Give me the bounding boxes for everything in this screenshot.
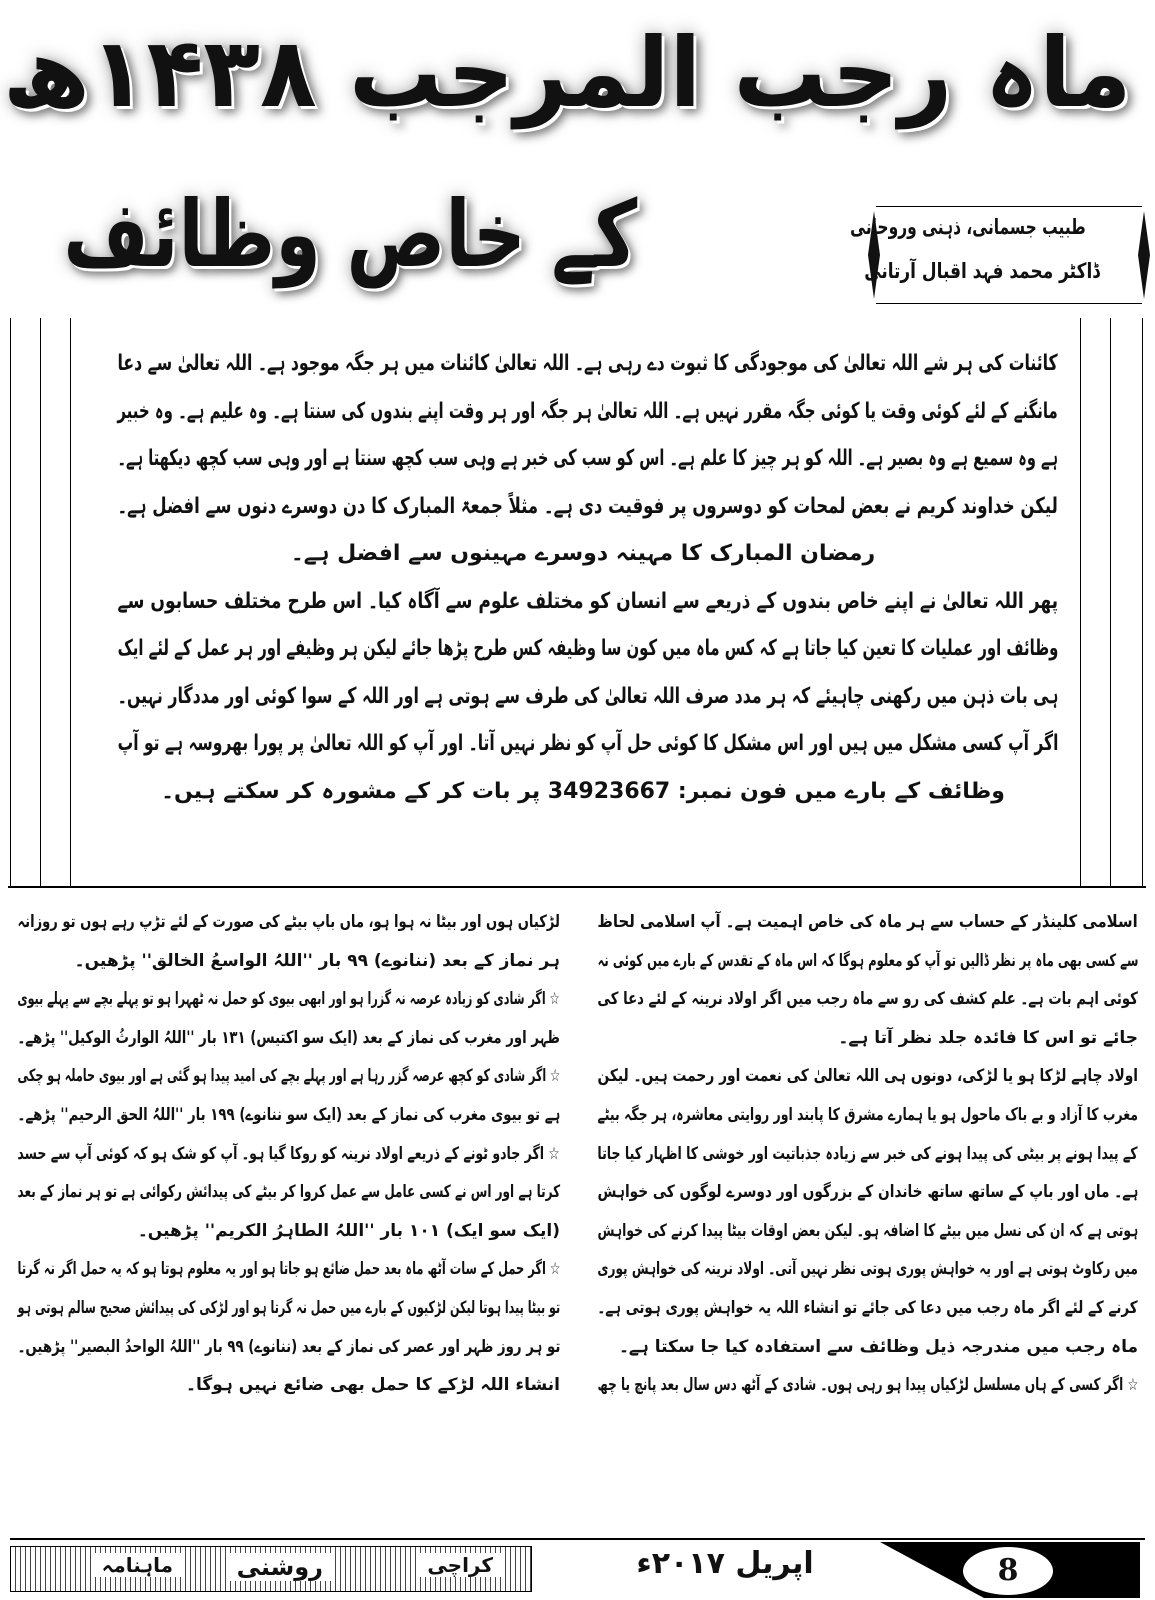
text-line-content: مغرب کا آزاد و بے باک ماحول ہو یا ہمارے مشرق کا پابند اور روایتی معاشرہ، ہر جگہ بیٹے [597, 1104, 1138, 1125]
page-footer [0, 1538, 1155, 1600]
text-line-content: کے پیدا ہونے پر بیٹی کی پیدا ہونے کی خبر سے زیادہ جذباتیت اور خوشی کا اظہار کیا جاتا [597, 1143, 1138, 1164]
text-line-content: ہی بات ذہن میں رکھنی چاہیئے کہ ہر مدد صرف اللہ تعالیٰ کی طرف سے ہوتی ہے اور اللہ کے سوا کوئی اور مددگار نہیں۔ [117, 683, 1058, 709]
text-line-content: سے کسی بھی ماہ پر نظر ڈالیں تو آپ کو معلوم ہوگا کہ اس ماہ کے تقدس کے بارے میں کوئی نہ [597, 950, 1138, 971]
masthead-name: روشنی [229, 1553, 331, 1581]
masthead-prefix: ماہنامہ [94, 1553, 181, 1577]
text-line-content: اولاد چاہے لڑکا ہو یا لڑکی، دونوں ہی اللہ تعالیٰ کی نعمت اور رحمت ہیں۔ لیکن [597, 1066, 1138, 1087]
text-line-content: لڑکیاں ہوں اور بیٹا نہ ہوا ہو، ماں باپ بیٹے کی صورت کے لئے تڑپ رہے ہوں تو روزانہ [17, 912, 560, 932]
divider [1080, 318, 1081, 886]
issue-date-text: اپریل ۲۰۱۷ء [636, 1546, 814, 1581]
text-line [592, 1135, 1138, 1174]
text-line-content: رمضان المبارک کا مہینہ دوسرے مہینوں سے افضل ہے۔ [290, 541, 876, 566]
text-line-content: تو ہر روز ظہر اور عصر کی نماز کے بعد (ننانوے) ۹۹ بار ''اللہُ الواحدُ البصیر'' پڑھیں۔ [17, 1336, 560, 1357]
diamond-ornament-icon [1138, 211, 1150, 299]
text-line-content: ☆ اگر شادی کو زیادہ عرصہ نہ گزرا ہو اور ابھی بیوی کو حمل نہ ٹھہرا ہو تو پہلے بچے سے پہلے بیوی [17, 989, 560, 1010]
text-line-content: (ایک سو ایک) ۱۰۱ بار ''اللہُ الطاہرُ الکریم'' پڑھیں۔ [137, 1220, 560, 1241]
text-line-content: ماہ رجب میں مندرجہ ذیل وظائف سے استفادہ کیا جا سکتا ہے۔ [618, 1336, 1138, 1357]
text-line [108, 720, 1058, 768]
text-line [108, 435, 1058, 483]
text-line [592, 1366, 1138, 1405]
text-line-content: لیکن خداوند کریم نے بعض لمحات کو دوسروں پر فوقیت دی ہے۔ مثلاً جمعۃ المبارک کا دن دوسرے دنوں سے افضل ہے۔ [117, 493, 1058, 519]
text-line [108, 578, 1058, 626]
text-line-content: وظائف اور عملیات کا تعین کیا جاتا ہے کہ کس ماہ میں کون سا وظیفہ کس طرح پڑھا جائے لیکن ہر وظیفے اور ہر عمل کے لئے ایک [117, 636, 1058, 661]
text-line [12, 1173, 560, 1212]
text-line [12, 1096, 560, 1135]
page-title-line-1-text: ماہ رجب المرجب ۱۴۳۸ھ [2, 17, 1132, 129]
text-line [12, 980, 560, 1019]
text-line-content: میں رکاوٹ ہوتی ہے اور یہ خواہش پوری ہوتی نظر نہیں آتی۔ اولاد نرینہ کی خواہش پوری [597, 1259, 1138, 1280]
text-line [592, 1212, 1138, 1251]
author-box [850, 206, 1142, 304]
text-line [12, 1289, 560, 1328]
text-line-content: ہوتی ہے کہ ان کی نسل میں بیٹے کا اضافہ ہو۔ لیکن بعض اوقات بیٹا پیدا کرنے کی خواہش [597, 1220, 1138, 1241]
text-line-content: ☆ اگر کسی کے ہاں مسلسل لڑکیاں پیدا ہو رہی ہوں۔ شادی کے آٹھ دس سال بعد پانچ یا چھ [597, 1375, 1138, 1396]
page-number: 8 [960, 1544, 1056, 1598]
text-line-content: ہے تو بیوی مغرب کی نماز کے بعد (ایک سو ننانوے) ۱۹۹ بار ''اللہُ الحق الرحیم'' پڑھے۔ [17, 1104, 560, 1125]
divider [1110, 318, 1111, 886]
text-line-content: ظہر اور مغرب کی نماز کے بعد (ایک سو اکتیس) ۱۳۱ بار ''اللہُ الوارثُ الوکیل'' پڑھے۔ [17, 1027, 560, 1048]
intro-paragraph [108, 340, 1058, 815]
divider [1142, 318, 1143, 886]
text-line-content: پھر اللہ تعالیٰ نے اپنے خاص بندوں کے ذریعے سے انسان کو مختلف علوم سے آگاہ کیا۔ اس طرح مختلف حسابوں سے [117, 588, 1058, 614]
magazine-masthead [10, 1546, 532, 1592]
text-line [12, 1366, 560, 1405]
text-line-content: ☆ اگر حمل کے سات آٹھ ماہ بعد حمل ضائع ہو جاتا ہو اور یہ معلوم ہوتا ہو کہ یہ حمل اگر نہ گرتا [17, 1259, 560, 1280]
text-line [12, 1135, 560, 1174]
page-title-line-1 [2, 17, 1150, 129]
text-line-content: انشاء اللہ لڑکے کا حمل بھی ضائع نہیں ہوگا۔ [186, 1375, 560, 1396]
text-line [108, 340, 1058, 388]
article-column-right [592, 903, 1138, 1405]
text-line-content: جائے تو اس کا فائدہ جلد نظر آتا ہے۔ [838, 1027, 1138, 1048]
text-line [12, 1212, 560, 1251]
text-line [592, 1250, 1138, 1289]
text-line-content: کائنات کی ہر شے اللہ تعالیٰ کی موجودگی کا ثبوت دے رہی ہے۔ اللہ تعالیٰ کائنات میں ہر جگہ موجود ہے۔ اللہ تعالیٰ سے دعا [117, 351, 1058, 376]
text-line [592, 1289, 1138, 1328]
text-line [12, 1057, 560, 1096]
article-column-left [12, 903, 560, 1405]
page-title-line-2 [63, 170, 710, 300]
author-title-text: طبیب جسمانی، ذہنی وروحانی [850, 215, 1086, 239]
text-line [108, 530, 1058, 578]
page-title-line-2-text: کے خاص وظائف [63, 181, 638, 288]
text-line [108, 483, 1058, 531]
author-name [864, 259, 1128, 283]
text-line [592, 1173, 1138, 1212]
text-line [592, 1057, 1138, 1096]
text-line [108, 388, 1058, 436]
text-line [12, 903, 560, 942]
text-line [592, 1096, 1138, 1135]
text-line [592, 942, 1138, 981]
text-line [592, 1328, 1138, 1367]
author-name-text: ڈاکٹر محمد فہد اقبال آرتانی [864, 259, 1100, 283]
text-line [592, 903, 1138, 942]
text-line [12, 942, 560, 981]
text-line-content: تو بیٹا پیدا ہوتا لیکن لڑکیوں کے بارے میں حمل نہ گرتا ہو اور لڑکی کی پیدائش صحیح سالم ہوتی ہو [17, 1297, 560, 1318]
text-line-content: ☆ اگر جادو ٹونے کے ذریعے اولاد نرینہ کو روکا گیا ہو۔ آپ کو شک ہو کہ کوئی آپ سے حسد [17, 1143, 560, 1164]
text-line-content: کرتا ہے اور اس نے کسی عامل سے عمل کروا کر بیٹے کی پیدائش رکوائی ہے تو ہر نماز کے بعد [17, 1182, 560, 1203]
text-line [12, 1019, 560, 1058]
text-line-content: ہے۔ ماں اور باپ کے ساتھ ساتھ خاندان کے بزرگوں اور دوسرے لوگوں کی خواہش [597, 1182, 1138, 1203]
text-line [12, 1328, 560, 1367]
text-line [108, 625, 1058, 673]
text-line-content: کرنے کے لئے اگر ماہ رجب میں دعا کی جائے تو انشاء اللہ یہ خواہش پوری ہوتی ہے۔ [597, 1297, 1138, 1318]
text-line-content: ہے وہ سمیع ہے وہ بصیر ہے۔ اللہ کو ہر چیز کا علم ہے۔ اس کو سب کی خبر ہے وہی سب کچھ سنتا ہے اور وہی سب کچھ دیکھتا ہے۔ [117, 446, 1058, 471]
text-line [592, 1019, 1138, 1058]
text-line-content: ☆ اگر شادی کو کچھ عرصہ گزر رہا ہے اور پہلے بچے کی امید پیدا ہو گئی ہے اور بیوی حاملہ ہو چکی [17, 1066, 560, 1087]
issue-date [600, 1546, 850, 1581]
text-line-content: مانگنے کے لئے کوئی وقت یا کوئی جگہ مقرر نہیں ہے۔ اللہ تعالیٰ ہر جگہ اور ہر وقت اپنے بندوں کی سنتا ہے۔ وہ علیم ہے۔ وہ خبیر [117, 398, 1058, 424]
author-title [850, 215, 1128, 239]
text-line-content: کوئی اہم بات ہے۔ علم کشف کی رو سے ماہ رجب میں اگر اولاد نرینہ کے لئے دعا کی [597, 989, 1138, 1010]
masthead-city: کراچی [419, 1553, 501, 1577]
text-line [12, 1250, 560, 1289]
text-line [108, 768, 1058, 816]
text-line-content: اگر آپ کسی مشکل میں ہیں اور اس مشکل کا کوئی حل آپ کو نظر نہیں آتا۔ اور آپ کو اللہ تعالیٰ پر پورا بھروسہ ہے تو آپ [117, 731, 1058, 756]
text-line-content: وظائف کے بارے میں فون نمبر: 34923667 پر بات کر کے مشورہ کر سکتے ہیں۔ [161, 778, 1005, 804]
divider [10, 1538, 1145, 1540]
text-line [108, 673, 1058, 721]
intro-box [8, 318, 1146, 888]
text-line-content: ہر نماز کے بعد (ننانوے) ۹۹ بار ''اللہُ الواسعُ الخالق'' پڑھیں۔ [74, 950, 560, 971]
text-line [592, 980, 1138, 1019]
text-line-content: اسلامی کلینڈر کے حساب سے ہر ماہ کی خاص اہمیت ہے۔ آپ اسلامی لحاظ [597, 912, 1138, 932]
